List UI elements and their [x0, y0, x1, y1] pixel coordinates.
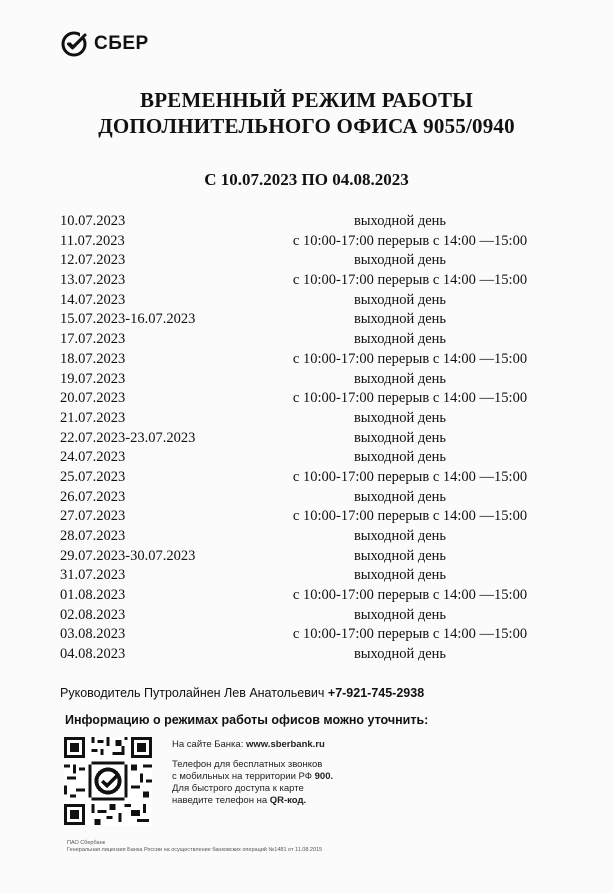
schedule-status: выходной день	[353, 213, 447, 229]
schedule-row	[60, 232, 560, 252]
schedule-row	[60, 212, 560, 232]
schedule-date: 12.07.2023	[60, 252, 126, 269]
legal-footer	[67, 840, 322, 854]
schedule-status: выходной день	[353, 567, 447, 584]
phone-line-1: Телефон для бесплатных звонков	[172, 759, 323, 770]
schedule-status: выходной день	[353, 331, 447, 348]
schedule-row	[60, 291, 560, 311]
schedule-row	[60, 409, 560, 429]
schedule-date: 27.07.2023	[60, 508, 126, 525]
schedule-date: 20.07.2023	[60, 390, 126, 407]
schedule-status: выходной день	[353, 547, 447, 564]
manager-contact	[60, 686, 424, 700]
schedule-date: 04.08.2023	[60, 646, 126, 663]
schedule-status: с 10:00-17:00 перерыв с 14:00 —15:00	[292, 587, 528, 604]
schedule-date: 24.07.2023	[60, 449, 126, 466]
legal-company: ПАО Сбербанк	[67, 840, 106, 846]
info-heading: Информацию о режимах работы офисов можно уточнить:	[65, 713, 429, 727]
schedule-date: 10.07.2023	[60, 213, 126, 229]
period-heading: С 10.07.2023 ПО 04.08.2023	[204, 170, 409, 189]
schedule-status: выходной день	[353, 252, 447, 269]
manager-phone: +7-921-745-2938	[327, 686, 425, 700]
schedule-date: 13.07.2023	[60, 272, 126, 289]
schedule-status: выходной день	[353, 449, 447, 466]
schedule-status: выходной день	[353, 291, 447, 308]
schedule-row	[60, 448, 560, 468]
schedule-row	[60, 527, 560, 547]
sber-check-icon	[60, 30, 88, 58]
schedule-date: 18.07.2023	[60, 350, 126, 367]
title-line-2: ДОПОЛНИТЕЛЬНОГО ОФИСА 9055/0940	[98, 114, 515, 138]
schedule-status: выходной день	[353, 370, 447, 387]
qr-line-2	[172, 795, 333, 807]
schedule-row	[60, 645, 560, 665]
schedule-date: 14.07.2023	[60, 291, 126, 308]
schedule-row	[60, 507, 560, 527]
schedule-date: 03.08.2023	[60, 626, 126, 643]
schedule-row	[60, 586, 560, 606]
site-line	[172, 739, 333, 751]
schedule-status: выходной день	[353, 646, 447, 663]
site-link[interactable]: www.sberbank.ru	[245, 739, 325, 750]
schedule-row	[60, 429, 560, 449]
brand-name: СБЕР	[94, 33, 149, 54]
schedule-row	[60, 606, 560, 626]
schedule-list	[60, 212, 560, 665]
schedule-date: 26.07.2023	[60, 488, 126, 505]
qr-text: наведите телефон на	[172, 795, 268, 806]
schedule-date: 01.08.2023	[60, 587, 126, 604]
schedule-date: 21.07.2023	[60, 409, 126, 426]
schedule-date: 17.07.2023	[60, 331, 126, 348]
schedule-status: выходной день	[353, 429, 447, 446]
schedule-row	[60, 310, 560, 330]
schedule-date: 11.07.2023	[60, 232, 125, 249]
phone-text: с мобильных на территории РФ	[172, 771, 312, 782]
schedule-status: выходной день	[353, 528, 447, 544]
qr-line-1: Для быстрого доступа к карте	[172, 783, 304, 794]
schedule-row	[60, 547, 560, 567]
schedule-row	[60, 370, 560, 390]
qr-word: QR-код.	[269, 795, 307, 806]
schedule-status: с 10:00-17:00 перерыв с 14:00 —15:00	[292, 232, 528, 249]
schedule-status: с 10:00-17:00 перерыв с 14:00 —15:00	[292, 508, 528, 525]
schedule-date: 22.07.2023-23.07.2023	[60, 429, 196, 446]
manager-name: Руководитель Путролайнен Лев Анатольевич	[60, 686, 325, 700]
schedule-date: 15.07.2023-16.07.2023	[60, 311, 196, 328]
info-block	[60, 713, 550, 827]
schedule-row	[60, 330, 560, 350]
schedule-row	[60, 389, 560, 409]
schedule-row	[60, 468, 560, 488]
schedule-row	[60, 488, 560, 508]
schedule-row	[60, 251, 560, 271]
title-line-1: ВРЕМЕННЫЙ РЕЖИМ РАБОТЫ	[140, 88, 473, 112]
schedule-status: с 10:00-17:00 перерыв с 14:00 —15:00	[292, 350, 528, 367]
schedule-date: 25.07.2023	[60, 468, 126, 485]
schedule-date: 19.07.2023	[60, 370, 126, 387]
schedule-status: с 10:00-17:00 перерыв с 14:00 —15:00	[292, 468, 528, 485]
schedule-row	[60, 625, 560, 645]
schedule-row	[60, 566, 560, 586]
schedule-status: с 10:00-17:00 перерыв с 14:00 —15:00	[292, 272, 528, 289]
sber-logo	[60, 30, 149, 58]
schedule-date: 02.08.2023	[60, 606, 126, 623]
schedule-status: выходной день	[353, 606, 447, 623]
schedule-date: 29.07.2023-30.07.2023	[60, 547, 196, 564]
info-text	[172, 739, 333, 807]
schedule-row	[60, 350, 560, 370]
schedule-status: выходной день	[353, 488, 447, 505]
schedule-status: с 10:00-17:00 перерыв с 14:00 —15:00	[292, 390, 528, 407]
page-title	[0, 87, 613, 139]
schedule-row	[60, 271, 560, 291]
phone-line-2	[172, 771, 333, 783]
site-label: На сайте Банка:	[172, 739, 244, 750]
schedule-status: выходной день	[353, 311, 447, 328]
schedule-status: с 10:00-17:00 перерыв с 14:00 —15:00	[292, 626, 528, 643]
legal-license: Генеральная лицензия Банка России на осуществление банковских операций №1481 от 11.08.2015	[67, 847, 323, 853]
schedule-status: выходной день	[353, 409, 447, 426]
schedule-date: 28.07.2023	[60, 528, 126, 544]
qr-code-icon	[64, 737, 152, 825]
phone-number: 900.	[314, 771, 334, 782]
schedule-date: 31.07.2023	[60, 567, 126, 584]
